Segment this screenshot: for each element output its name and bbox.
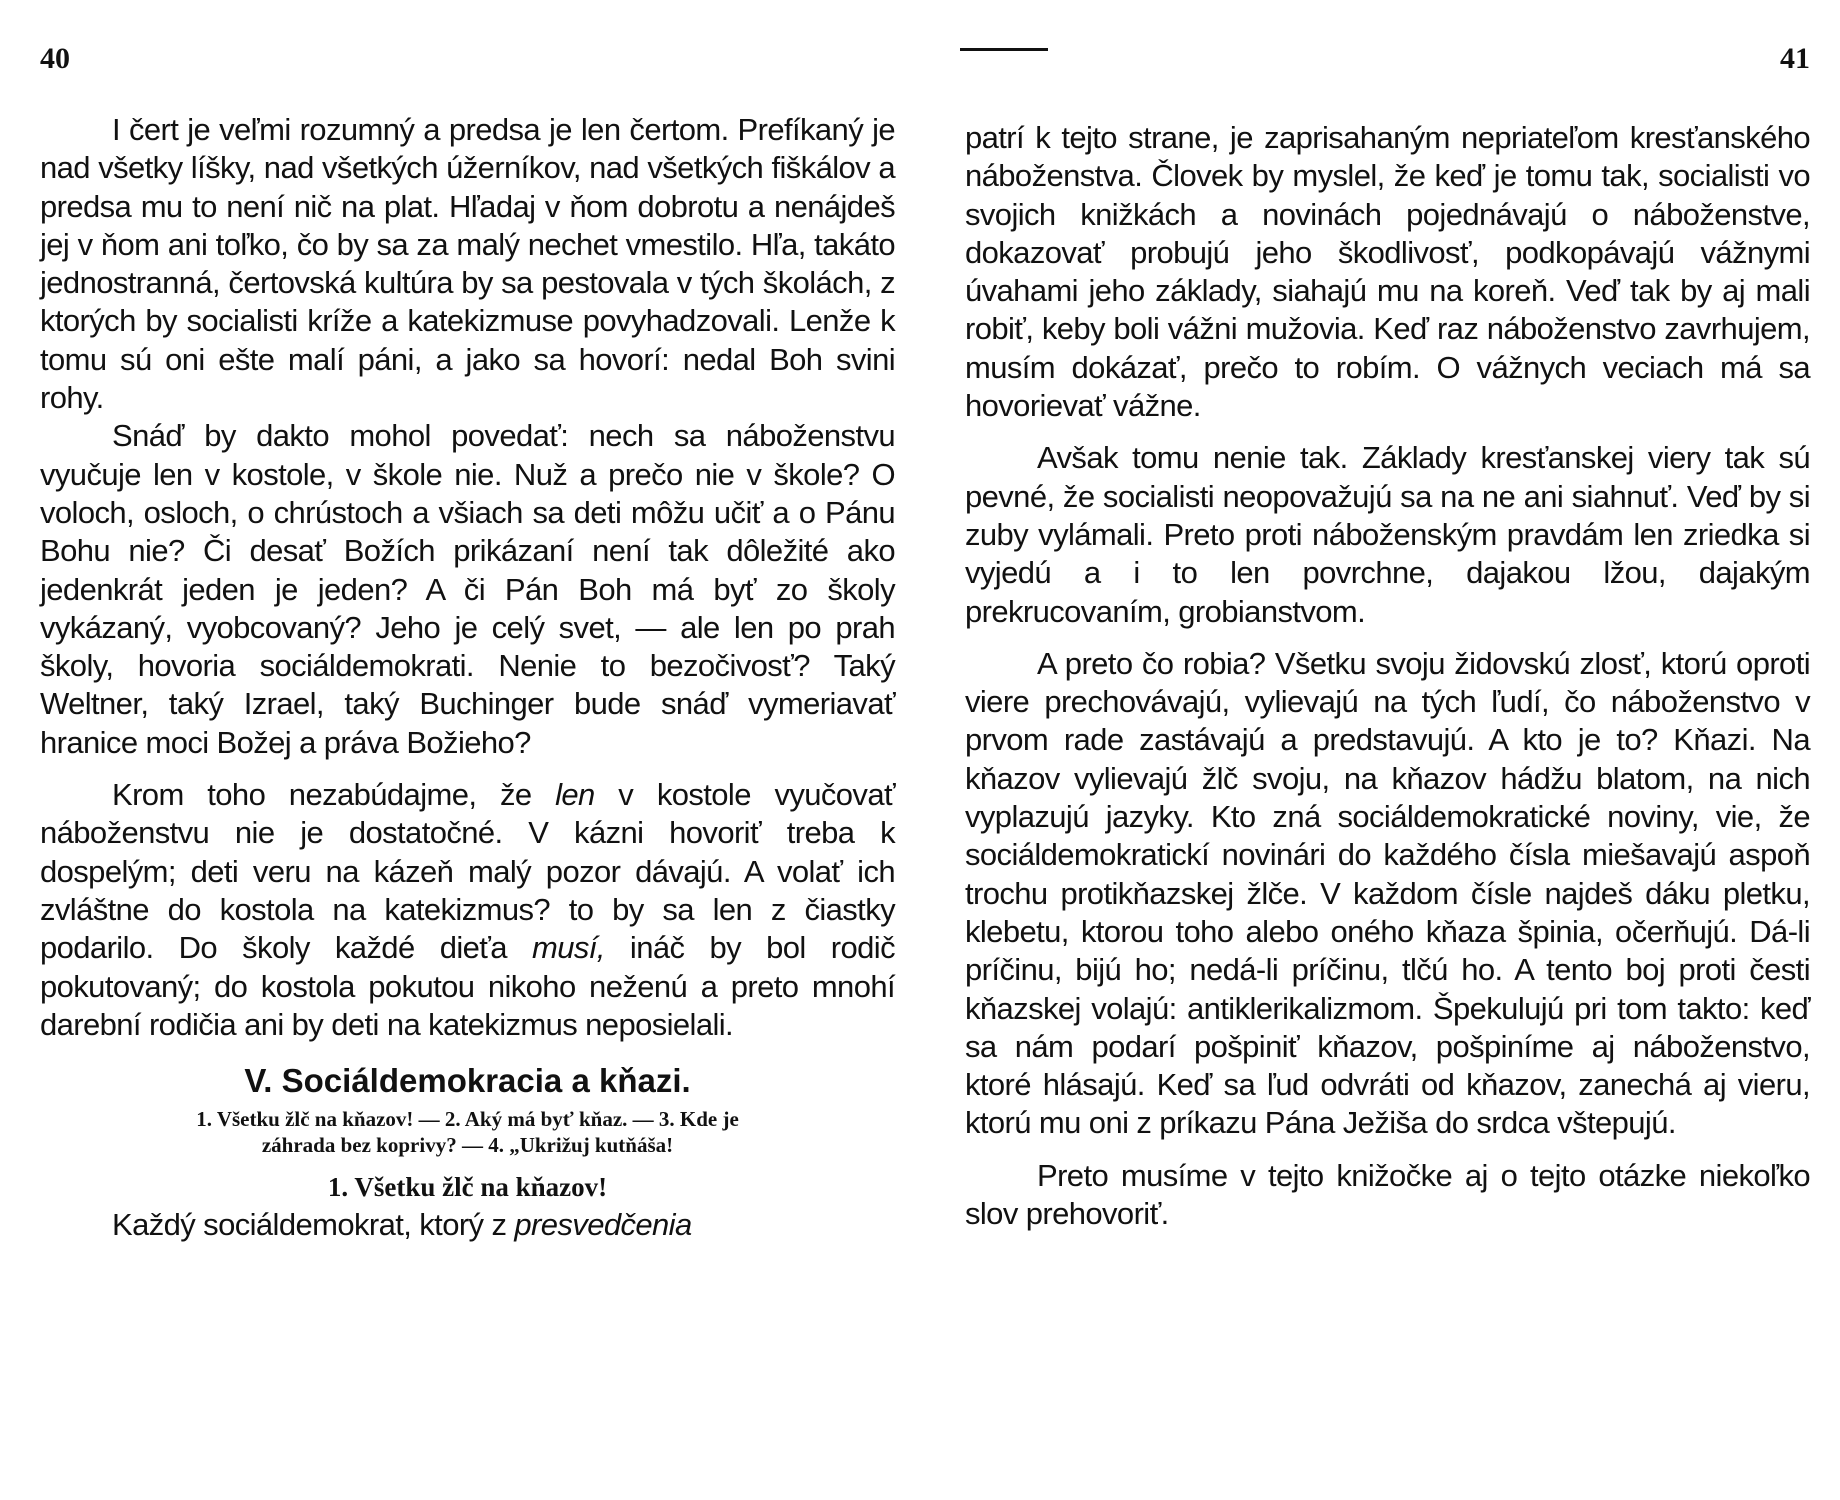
text-run: ináč by bol rodič pokutovaný; do kostola pokutou nikoho neženú a preto mnohí darební rodičia ani by deti na katekizmus neposielali. [40, 930, 895, 1042]
emphasis: musí, [532, 930, 605, 966]
page-number: 41 [1780, 42, 1810, 75]
paragraph: A preto čo robia? Všetku svoju židovskú zlosť, ktorú oproti viere prechovávajú, vylievajú na tých ľudí, čo náboženstvo v prvom rade zastávajú a predstavujú. A kto je to? Kňazi. Na kňazov vylievajú žlč svoju, na kňazov hádžu blatom, na nich vyplazujú jazyky. Kto zná sociáldemokratické noviny, vie, že sociáldemokratickí novinári do každého čísla miešavajú aspoň trochu protikňazskej žlče. V každom čísle najdeš dáku pletku, klebetu, ktorou toho alebo oného kňaza špinia, očerňujú. Dá-li príčinu, bijú ho; nedá-li príčinu, tlčú ho. A tento boj proti česti kňazskej volajú: antiklerikalizmom. Špekulujú pri tom takto: keď sa nám podarí pošpiniť kňazov, pošpiníme aj náboženstvo, ktoré hlásajú. Keď sa ľud odvráti od kňazov, zanechá aj vieru, ktorú mu oni z príkazu Pána Ježiša do srdca vštepujú. [965, 645, 1810, 1141]
text-run: v kostole vyučovať náboženstvu nie je dostatočné. V kázni hovoriť treba k dospelým; deti veru na kázeň malý pozor dávajú. A volať ich zvláštne do kostola na katekizmus? to by sa len z čiastky podarilo. Do školy každé dieťa [40, 777, 895, 966]
paragraph: I čert je veľmi rozumný a predsa je len čertom. Prefíkaný je nad všetky líšky, nad všetkých úžerníkov, nad všetkých fiškálov a predsa mu to není nič na plat. Hľadaj v ňom dobrotu a nenájdeš jej v ňom ani toľko, čo by sa za malý nechet vmestilo. Hľa, takáto jednostranná, čertovská kultúra by sa pestovala v tých školách, z ktorých by socialisti kríže a katekizmuse povyhadzovali. Lenže k tomu sú oni ešte malí páni, a jako sa hovorí: nedal Boh svini rohy. [40, 112, 895, 416]
paragraph: patrí k tejto strane, je zaprisahaným nepriateľom kresťanského náboženstva. Človek by myslel, že keď je tomu tak, socialisti vo svojich knižkách a novinách pojednávajú o náboženstve, dokazovať probujú jeho škodlivosť, podkopávajú vážnymi úvahami jeho základy, siahajú mu na koreň. Veď tak by aj mali robiť, keby boli vážni mužovia. Keď raz náboženstvo zavrhujem, musím dokázať, prečo to robím. O vážnych veciach má sa hovorievať vážne. [965, 120, 1810, 424]
left-page [40, 0, 895, 1500]
paragraph: Preto musíme v tejto knižočke aj o tejto otázke niekoľko slov prehovoriť. [965, 1157, 1810, 1232]
text-run: Každý sociáldemokrat, ktorý z [112, 1207, 515, 1243]
emphasis: presvedčenia [514, 1207, 692, 1243]
text-run: Krom toho nezabúdajme, že [112, 777, 556, 813]
page-number: 40 [40, 42, 70, 75]
paragraph: Avšak tomu nenie tak. Základy kresťanskej viery tak sú pevné, že socialisti neopovažujú sa na ne ani siahnuť. Veď by si zuby vylámali. Preto proti náboženským pravdám len zriedka si vyjedú a i to len povrchne, dajakou lžou, dajakým prekrucovaním, grobianstvom. [965, 440, 1810, 629]
chapter-subtitle-line: záhrada bez koprivy? — 4. „Ukrižuj kutňáša! [261, 1133, 674, 1158]
paragraph [40, 1206, 895, 1244]
paragraph [40, 776, 895, 1044]
right-page [965, 0, 1810, 1500]
emphasis: len [555, 777, 595, 813]
chapter-title: V. Sociáldemokracia a kňazi. [244, 1062, 691, 1100]
section-title: 1. Všetku žlč na kňazov! [327, 1172, 608, 1203]
right-page-body [965, 119, 1810, 1247]
left-page-body [40, 111, 895, 1245]
paragraph: Snáď by dakto mohol povedať: nech sa náboženstvu vyučuje len v kostole, v škole nie. Nuž a prečo nie v škole? O voloch, osloch, o chrústoch a všiach sa deti môžu učiť a o Pánu Bohu nie? Či desať Božích prikázaní není tak dôležité ako jedenkrát jeden je jeden? A či Pán Boh má byť zo školy vykázaný, vyobcovaný? Jeho je celý svet, — ale len po prah školy, hovoria sociáldemokrati. Nenie to bezočivosť? Taký Weltner, taký Izrael, taký Buchinger bude snáď vymeriavať hranice moci Božej a práva Božieho? [40, 418, 895, 760]
chapter-subtitle [40, 1106, 895, 1158]
chapter-subtitle-line: 1. Všetku žlč na kňazov! — 2. Aký má byť kňaz. — 3. Kde je [196, 1107, 739, 1132]
